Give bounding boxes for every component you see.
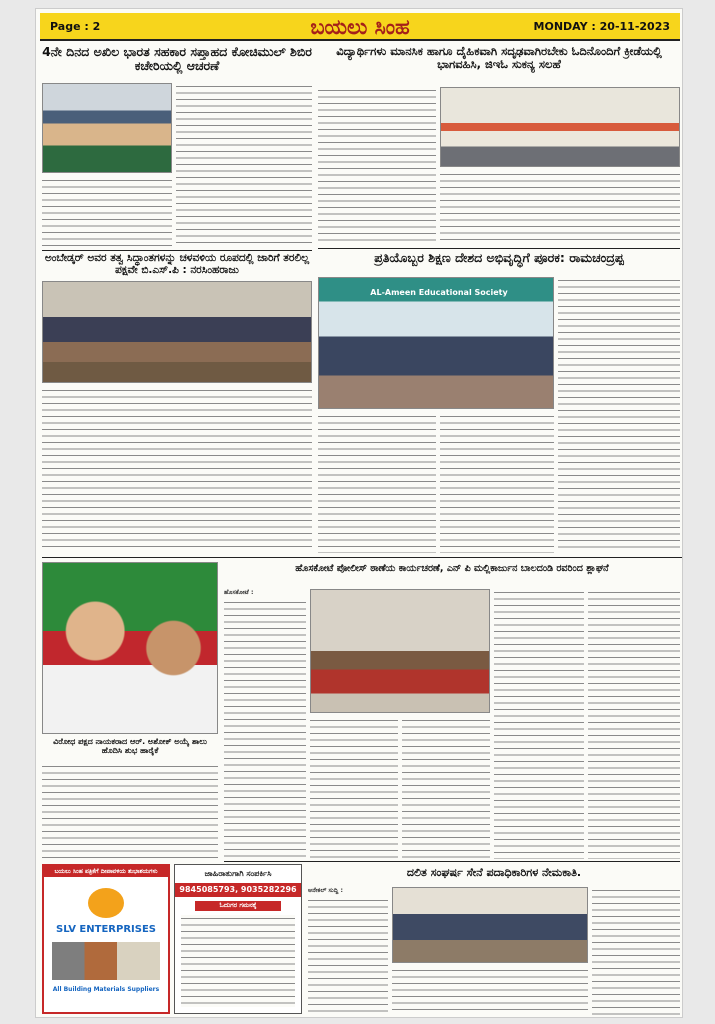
story4-headline: ಪ್ರತಿಯೊಬ್ಬರ ಶಿಕ್ಷಣ ದೇಶದ ಅಭಿವೃದ್ಧಿಗೆ ಪೂರಕ: ರಾಮಚಂದ್ರಪ್ಪ <box>374 250 624 265</box>
story3-photo <box>42 281 312 383</box>
divider <box>224 861 680 862</box>
story3-text <box>42 387 312 552</box>
story6-lead: ಆನೇಕಲ್ ಸುದ್ದಿ : <box>308 887 343 894</box>
building-materials-image <box>52 942 160 980</box>
story2-text <box>318 87 436 245</box>
birthday-photo <box>42 562 218 734</box>
story2-headline: ವಿದ್ಯಾರ್ಥಿಗಳು ಮಾನಸಿಕ ಹಾಗೂ ದೈಹಿಕವಾಗಿ ಸದೃಢವಾಗಿರಬೇಕು ಓದಿನೊಂದಿಗೆ ಕ್ರೀಡೆಯಲ್ಲಿ ಭಾಗವಹಿಸಿ, ಜಿಇಓ ಸುಕನ್ಯ ಸಲಹೆ <box>336 44 662 72</box>
story4-photo-banner: AL-Ameen Educational Society <box>370 288 508 297</box>
story1-text-b <box>42 177 172 247</box>
contact-ad-phones: 9845085793, 9035282296 <box>175 883 301 897</box>
slv-ad-tagline: All Building Materials Suppliers <box>52 986 160 993</box>
story4-photo <box>318 277 554 409</box>
story2-photo <box>440 87 680 167</box>
newspaper-name: ಬಯಲು ಸಿಂಹ <box>310 14 410 39</box>
story6-text-a <box>308 897 388 1015</box>
newspaper-page <box>35 8 683 1018</box>
story5-lead: ಹೊಸಕೋಟೆ : <box>224 589 254 596</box>
story2-text-b <box>440 171 680 245</box>
story4-text-b <box>318 413 436 553</box>
story4-text <box>558 277 680 553</box>
slv-ad <box>42 864 170 1014</box>
story6-headline: ದಲಿತ ಸಂಘರ್ಷ ಸೇನೆ ಪದಾಧಿಕಾರಿಗಳ ನೇಮಕಾತಿ. <box>406 866 582 879</box>
story5-photo <box>310 589 490 713</box>
story5-text-c <box>402 717 490 859</box>
story4-text-c <box>440 413 554 553</box>
issue-date: MONDAY : 20-11-2023 <box>533 20 670 33</box>
story1-headline: 4ನೇ ದಿನದ ಅಖಿಲ ಭಾರತ ಸಹಕಾರ ಸಪ್ತಾಹದ ಕೋಚಿಮುಲ್ ಶಿಬಿರ ಕಚೇರಿಯಲ್ಲಿ ಆಚರಣೆ <box>42 44 312 74</box>
divider <box>318 248 680 249</box>
story5-headline: ಹೊಸಕೋಟೆ ಪೋಲೀಸ್ ಠಾಣೆಯ ಕಾರ್ಯಚರಣೆ, ಎನ್ ಪಿ ಮಲ್ಲಿಕಾರ್ಜುನ ಬಾಲದಂಡಿ ರವರಿಂದ ಶ್ಲಾಘನೆ <box>295 563 609 574</box>
divider <box>42 250 312 251</box>
story5-text-a <box>224 599 306 859</box>
story5-text-e <box>588 589 680 859</box>
divider <box>42 557 682 558</box>
story5-text-d <box>494 589 584 859</box>
birthday-text <box>42 763 218 859</box>
page-number: Page : 2 <box>50 20 101 33</box>
masthead <box>40 13 680 41</box>
slv-ad-top: ಬಯಲು ಸಿಂಹ ಪತ್ರಿಕೆಗೆ ದೀಪಾವಳಿಯ ಶುಭಾಶಯಗಳು <box>44 866 168 877</box>
contact-ad <box>174 864 302 1014</box>
story1-photo <box>42 83 172 173</box>
story1-text <box>176 83 312 247</box>
story6-text-c <box>592 887 680 1015</box>
reader-notice-title: ಓದುಗರ ಗಮನಕ್ಕೆ <box>195 901 281 911</box>
story5-text-b <box>310 717 398 859</box>
story6-photo <box>392 887 588 963</box>
story3-headline: ಅಂಬೇಡ್ಕರ್ ಅವರ ತತ್ವ ಸಿದ್ಧಾಂತಗಳನ್ನು ಚಳವಳಿಯ ರೂಪದಲ್ಲಿ ಜಾರಿಗೆ ತರಲಿಲ್ಲ ಪಕ್ಷವೇ ಬಿ.ಎಸ್.ಪಿ : ನರಸಿಂಹರಾಜು <box>44 252 310 277</box>
reader-notice-text <box>181 915 295 1007</box>
story6-text-b <box>392 967 588 1015</box>
slv-ad-brand: SLV ENTERPRISES <box>56 924 156 935</box>
slv-logo-icon <box>88 888 124 918</box>
birthday-caption: ವಿರೋಧ ಪಕ್ಷದ ನಾಯಕರಾದ ಆರ್. ಅಶೋಕ್ ಅಯ್ಕೆ ಶಾಲು ಹೊದಿಸಿ ಶುಭ ಹಾರೈಕೆ <box>53 737 207 756</box>
contact-ad-title: ಜಾಹಿರಾತುಗಾಗಿ ಸಂಪರ್ಕಿಸಿ <box>204 869 272 878</box>
